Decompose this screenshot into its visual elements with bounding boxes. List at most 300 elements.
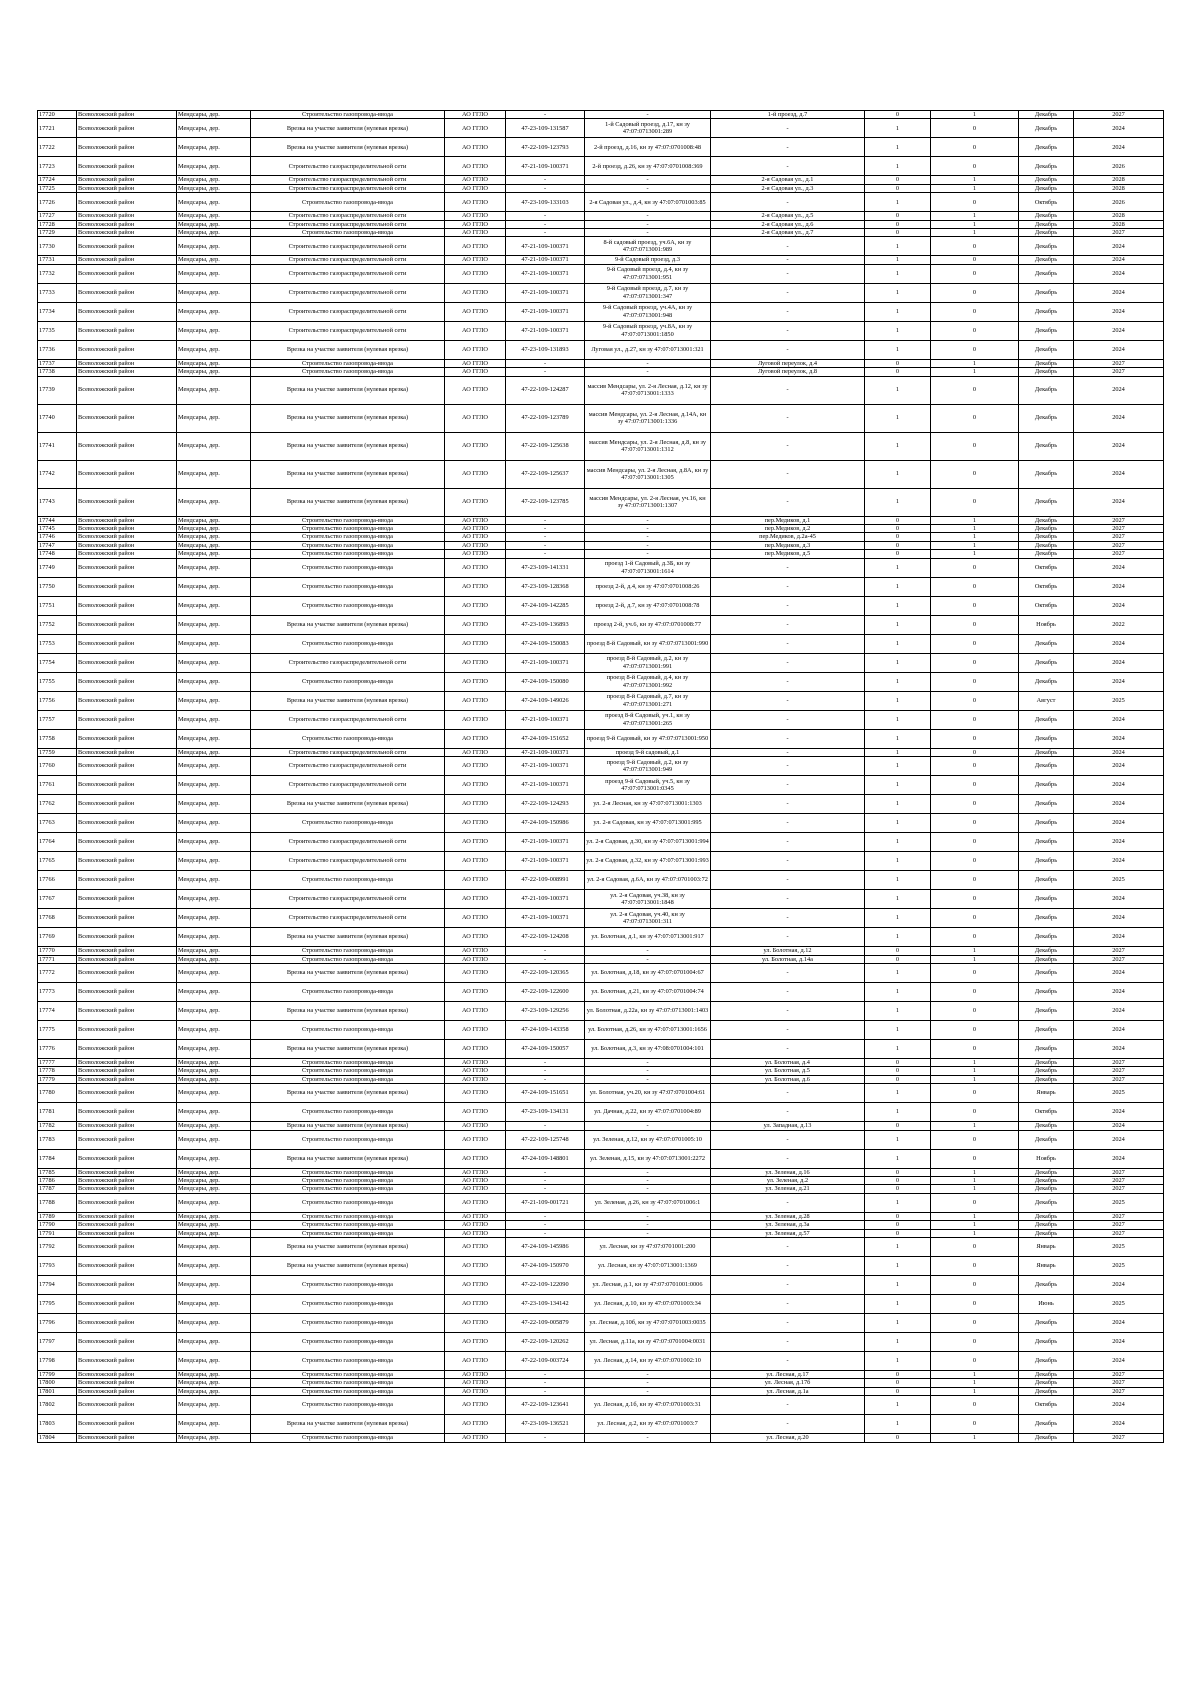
cell-settlement: Мендсары, дер.	[177, 928, 251, 947]
cell-organization: АО ГГЛО	[445, 795, 506, 814]
cell-month: Декабрь	[1019, 176, 1074, 184]
cell-month: Декабрь	[1019, 1387, 1074, 1395]
cell-district: Всеволожский район	[77, 1379, 177, 1387]
table-row	[38, 176, 1164, 184]
cell-month: Декабрь	[1019, 1130, 1074, 1149]
cell-organization: АО ГГЛО	[445, 1332, 506, 1351]
cell-organization: АО ГГЛО	[445, 748, 506, 756]
table-row	[38, 1149, 1164, 1168]
table-row	[38, 1387, 1164, 1395]
cell-year: 2024	[1074, 256, 1164, 264]
cell-count-a: 1	[865, 340, 931, 359]
cell-district: Всеволожский район	[77, 1001, 177, 1020]
table-row	[38, 1256, 1164, 1275]
cell-organization: АО ГГЛО	[445, 757, 506, 776]
table-row	[38, 757, 1164, 776]
cell-district: Всеволожский район	[77, 757, 177, 776]
cell-district: Всеволожский район	[77, 119, 177, 138]
cell-count-a: 0	[865, 1370, 931, 1378]
cell-count-b: 0	[931, 1084, 1019, 1103]
cell-settlement: Мендсары, дер.	[177, 729, 251, 748]
cell-year: 2024	[1074, 814, 1164, 833]
cell-work-type: Врезка на участке заявителя (нулевая врезка)	[251, 460, 445, 488]
cell-distribution-address: -	[711, 1415, 865, 1434]
cell-district: Всеволожский район	[77, 890, 177, 909]
cell-distribution-address: -	[711, 852, 865, 871]
cell-application-number: 47-23-109-128368	[506, 577, 585, 596]
cell-count-b: 0	[931, 928, 1019, 947]
cell-work-type: Строительство газопровода-ввода	[251, 982, 445, 1001]
cell-year: 2024	[1074, 928, 1164, 947]
cell-application-number: 47-21-109-100371	[506, 710, 585, 729]
cell-count-b: 1	[931, 176, 1019, 184]
cell-district: Всеволожский район	[77, 1176, 177, 1184]
cell-year: 2024	[1074, 1001, 1164, 1020]
cell-settlement: Мендсары, дер.	[177, 1130, 251, 1149]
cell-row-number: 17728	[38, 220, 77, 228]
cell-work-type: Строительство газопровода-ввода	[251, 1212, 445, 1220]
cell-applicant-address: -	[585, 1058, 711, 1066]
cell-settlement: Мендсары, дер.	[177, 748, 251, 756]
cell-count-b: 1	[931, 111, 1019, 119]
cell-distribution-address: -	[711, 193, 865, 212]
table-row	[38, 1351, 1164, 1370]
cell-applicant-address: -	[585, 1387, 711, 1395]
cell-organization: АО ГГЛО	[445, 833, 506, 852]
cell-district: Всеволожский район	[77, 404, 177, 432]
cell-count-b: 0	[931, 672, 1019, 691]
cell-work-type: Строительство газораспределительной сети	[251, 890, 445, 909]
cell-applicant-address: ул. Зеленая, д.15, кн зу 47:07:0713001:2272	[585, 1149, 711, 1168]
cell-distribution-address: -	[711, 928, 865, 947]
cell-month: Декабрь	[1019, 795, 1074, 814]
cell-settlement: Мендсары, дер.	[177, 1370, 251, 1378]
cell-distribution-address: пер.Медиков, д.3	[711, 541, 865, 549]
cell-settlement: Мендсары, дер.	[177, 1294, 251, 1313]
cell-count-a: 1	[865, 634, 931, 653]
cell-work-type: Врезка на участке заявителя (нулевая врезка)	[251, 1149, 445, 1168]
cell-district: Всеволожский район	[77, 795, 177, 814]
cell-settlement: Мендсары, дер.	[177, 1168, 251, 1176]
cell-organization: АО ГГЛО	[445, 157, 506, 176]
cell-work-type: Строительство газораспределительной сети	[251, 184, 445, 192]
cell-applicant-address: 8-й садовый проезд, уч.6А, кн зу 47:07:0713001:989	[585, 237, 711, 256]
cell-organization: АО ГГЛО	[445, 229, 506, 237]
cell-settlement: Мендсары, дер.	[177, 264, 251, 283]
cell-distribution-address: -	[711, 691, 865, 710]
cell-month: Декабрь	[1019, 1122, 1074, 1130]
cell-applicant-address: -	[585, 212, 711, 220]
cell-distribution-address: 2-я Садовая ул., д.7	[711, 229, 865, 237]
cell-work-type: Строительство газопровода-ввода	[251, 533, 445, 541]
cell-district: Всеволожский район	[77, 672, 177, 691]
cell-application-number: -	[506, 359, 585, 367]
cell-count-b: 0	[931, 1149, 1019, 1168]
cell-month: Декабрь	[1019, 963, 1074, 982]
cell-settlement: Мендсары, дер.	[177, 1237, 251, 1256]
cell-application-number: 47-21-109-100371	[506, 283, 585, 302]
cell-distribution-address: -	[711, 264, 865, 283]
cell-settlement: Мендсары, дер.	[177, 833, 251, 852]
cell-work-type: Врезка на участке заявителя (нулевая врезка)	[251, 1415, 445, 1434]
cell-district: Всеволожский район	[77, 1084, 177, 1103]
cell-count-a: 0	[865, 1058, 931, 1066]
cell-row-number: 17796	[38, 1313, 77, 1332]
cell-year: 2027	[1074, 1379, 1164, 1387]
cell-distribution-address: -	[711, 710, 865, 729]
cell-month: Декабрь	[1019, 1370, 1074, 1378]
cell-year: 2024	[1074, 283, 1164, 302]
cell-distribution-address: 2-я Садовая ул., д.6	[711, 220, 865, 228]
cell-count-a: 1	[865, 691, 931, 710]
cell-count-b: 0	[931, 558, 1019, 577]
cell-organization: АО ГГЛО	[445, 1379, 506, 1387]
table-row	[38, 229, 1164, 237]
cell-applicant-address: проезд 1-й Садовый, д.3Б, кн зу 47:07:0713001:1614	[585, 558, 711, 577]
cell-application-number: 47-23-109-136893	[506, 615, 585, 634]
cell-count-a: 0	[865, 1212, 931, 1220]
cell-organization: АО ГГЛО	[445, 1370, 506, 1378]
cell-month: Декабрь	[1019, 748, 1074, 756]
table-row	[38, 157, 1164, 176]
cell-distribution-address: ул. Болотная, д.14а	[711, 955, 865, 963]
cell-row-number: 17747	[38, 541, 77, 549]
cell-application-number: 47-21-109-100371	[506, 776, 585, 795]
cell-organization: АО ГГЛО	[445, 1067, 506, 1075]
cell-applicant-address: ул. 2-я Лесная, кн зу 47:07:0713001:1303	[585, 795, 711, 814]
cell-count-a: 1	[865, 138, 931, 157]
cell-application-number: -	[506, 1387, 585, 1395]
cell-application-number: 47-24-109-150057	[506, 1039, 585, 1058]
cell-row-number: 17762	[38, 795, 77, 814]
cell-month: Декабрь	[1019, 1434, 1074, 1442]
cell-row-number: 17754	[38, 653, 77, 672]
table-row	[38, 525, 1164, 533]
cell-settlement: Мендсары, дер.	[177, 1067, 251, 1075]
cell-count-b: 0	[931, 283, 1019, 302]
cell-distribution-address: -	[711, 302, 865, 321]
cell-applicant-address: -	[585, 176, 711, 184]
cell-distribution-address: ул. Зеленая, д.57	[711, 1229, 865, 1237]
cell-organization: АО ГГЛО	[445, 909, 506, 928]
table-row	[38, 264, 1164, 283]
cell-month: Декабрь	[1019, 256, 1074, 264]
cell-organization: АО ГГЛО	[445, 176, 506, 184]
cell-work-type: Строительство газораспределительной сети	[251, 321, 445, 340]
cell-distribution-address: -	[711, 982, 865, 1001]
cell-work-type: Строительство газопровода-ввода	[251, 193, 445, 212]
table-row	[38, 404, 1164, 432]
cell-settlement: Мендсары, дер.	[177, 138, 251, 157]
cell-year: 2028	[1074, 220, 1164, 228]
cell-district: Всеволожский район	[77, 748, 177, 756]
cell-application-number: 47-23-109-141331	[506, 558, 585, 577]
cell-count-a: 1	[865, 1001, 931, 1020]
cell-year: 2024	[1074, 909, 1164, 928]
cell-count-a: 1	[865, 672, 931, 691]
cell-application-number: 47-23-109-133103	[506, 193, 585, 212]
cell-row-number: 17764	[38, 833, 77, 852]
cell-count-b: 0	[931, 776, 1019, 795]
cell-row-number: 17788	[38, 1193, 77, 1212]
table-row	[38, 833, 1164, 852]
cell-row-number: 17751	[38, 596, 77, 615]
cell-month: Декабрь	[1019, 321, 1074, 340]
cell-application-number: 47-21-109-100371	[506, 321, 585, 340]
cell-count-a: 0	[865, 220, 931, 228]
cell-row-number: 17732	[38, 264, 77, 283]
cell-work-type: Врезка на участке заявителя (нулевая врезка)	[251, 432, 445, 460]
cell-count-a: 0	[865, 1434, 931, 1442]
cell-applicant-address: массив Мендсары, ул. 2-я Лесная, д.12, кн зу 47:07:0713001:1333	[585, 376, 711, 404]
cell-application-number: 47-21-109-100371	[506, 890, 585, 909]
cell-row-number: 17756	[38, 691, 77, 710]
cell-organization: АО ГГЛО	[445, 119, 506, 138]
cell-applicant-address: -	[585, 533, 711, 541]
cell-distribution-address: ул. Зеленая, д.16	[711, 1168, 865, 1176]
table-row	[38, 321, 1164, 340]
cell-year: 2027	[1074, 955, 1164, 963]
cell-settlement: Мендсары, дер.	[177, 1275, 251, 1294]
cell-distribution-address: пер.Медиков, д.2	[711, 525, 865, 533]
cell-count-a: 0	[865, 533, 931, 541]
cell-district: Всеволожский район	[77, 237, 177, 256]
cell-application-number: 47-21-109-100371	[506, 237, 585, 256]
cell-work-type: Строительство газопровода-ввода	[251, 1130, 445, 1149]
cell-settlement: Мендсары, дер.	[177, 672, 251, 691]
cell-organization: АО ГГЛО	[445, 1351, 506, 1370]
cell-count-a: 1	[865, 558, 931, 577]
cell-application-number: -	[506, 1379, 585, 1387]
cell-count-b: 0	[931, 909, 1019, 928]
cell-count-a: 1	[865, 776, 931, 795]
cell-applicant-address: -	[585, 359, 711, 367]
cell-month: Декабрь	[1019, 1229, 1074, 1237]
cell-settlement: Мендсары, дер.	[177, 558, 251, 577]
cell-application-number: -	[506, 1212, 585, 1220]
cell-distribution-address: -	[711, 460, 865, 488]
cell-distribution-address: -	[711, 748, 865, 756]
table-row	[38, 748, 1164, 756]
cell-count-a: 1	[865, 1130, 931, 1149]
cell-settlement: Мендсары, дер.	[177, 321, 251, 340]
cell-application-number: 47-23-109-131893	[506, 340, 585, 359]
cell-application-number: 47-24-109-148801	[506, 1149, 585, 1168]
cell-year: 2024	[1074, 1351, 1164, 1370]
cell-year: 2024	[1074, 264, 1164, 283]
cell-count-b: 1	[931, 220, 1019, 228]
cell-organization: АО ГГЛО	[445, 460, 506, 488]
cell-organization: АО ГГЛО	[445, 1168, 506, 1176]
cell-month: Декабрь	[1019, 1067, 1074, 1075]
cell-year: 2027	[1074, 1067, 1164, 1075]
cell-district: Всеволожский район	[77, 1122, 177, 1130]
cell-work-type: Строительство газораспределительной сети	[251, 833, 445, 852]
cell-year: 2025	[1074, 1294, 1164, 1313]
cell-application-number: 47-24-109-151651	[506, 1084, 585, 1103]
cell-count-b: 0	[931, 1001, 1019, 1020]
cell-district: Всеволожский район	[77, 533, 177, 541]
cell-organization: АО ГГЛО	[445, 963, 506, 982]
cell-district: Всеволожский район	[77, 691, 177, 710]
cell-district: Всеволожский район	[77, 1332, 177, 1351]
cell-row-number: 17725	[38, 184, 77, 192]
cell-settlement: Мендсары, дер.	[177, 533, 251, 541]
cell-settlement: Мендсары, дер.	[177, 1221, 251, 1229]
cell-count-b: 0	[931, 1039, 1019, 1058]
cell-settlement: Мендсары, дер.	[177, 691, 251, 710]
cell-work-type: Строительство газопровода-ввода	[251, 550, 445, 558]
cell-row-number: 17774	[38, 1001, 77, 1020]
cell-year: 2025	[1074, 1256, 1164, 1275]
cell-count-a: 1	[865, 488, 931, 516]
cell-count-a: 1	[865, 1020, 931, 1039]
cell-district: Всеволожский район	[77, 111, 177, 119]
cell-organization: АО ГГЛО	[445, 871, 506, 890]
cell-district: Всеволожский район	[77, 729, 177, 748]
cell-settlement: Мендсары, дер.	[177, 710, 251, 729]
cell-distribution-address: -	[711, 1396, 865, 1415]
cell-row-number: 17744	[38, 516, 77, 524]
cell-count-b: 0	[931, 634, 1019, 653]
cell-year: 2027	[1074, 1434, 1164, 1442]
cell-applicant-address: ул. Лесная, д.10, кн зу 47:07:0701003:34	[585, 1294, 711, 1313]
cell-count-a: 1	[865, 1313, 931, 1332]
cell-count-b: 0	[931, 982, 1019, 1001]
cell-work-type: Строительство газопровода-ввода	[251, 368, 445, 376]
cell-count-b: 0	[931, 237, 1019, 256]
cell-month: Декабрь	[1019, 710, 1074, 729]
cell-work-type: Врезка на участке заявителя (нулевая врезка)	[251, 795, 445, 814]
cell-row-number: 17749	[38, 558, 77, 577]
cell-count-b: 0	[931, 1130, 1019, 1149]
cell-organization: АО ГГЛО	[445, 1387, 506, 1395]
cell-organization: АО ГГЛО	[445, 955, 506, 963]
cell-count-a: 1	[865, 1039, 931, 1058]
cell-applicant-address: массив Мендсары, ул. 2-я Лесная, д.8, кн зу 47:07:0713001:1312	[585, 432, 711, 460]
cell-row-number: 17783	[38, 1130, 77, 1149]
cell-settlement: Мендсары, дер.	[177, 460, 251, 488]
cell-application-number: 47-22-109-125638	[506, 432, 585, 460]
cell-settlement: Мендсары, дер.	[177, 1020, 251, 1039]
cell-distribution-address: 2-я Садовая ул., д.5	[711, 212, 865, 220]
cell-month: Декабрь	[1019, 955, 1074, 963]
cell-application-number: 47-21-109-100371	[506, 757, 585, 776]
cell-row-number: 17771	[38, 955, 77, 963]
cell-organization: АО ГГЛО	[445, 516, 506, 524]
cell-distribution-address: -	[711, 909, 865, 928]
cell-count-a: 0	[865, 1122, 931, 1130]
cell-count-b: 1	[931, 947, 1019, 955]
cell-month: Декабрь	[1019, 1351, 1074, 1370]
cell-applicant-address: проезд 9-й Садовый, д.2, кн зу 47:07:0713001:949	[585, 757, 711, 776]
cell-work-type: Строительство газораспределительной сети	[251, 212, 445, 220]
cell-year: 2027	[1074, 1229, 1164, 1237]
cell-organization: АО ГГЛО	[445, 691, 506, 710]
cell-count-a: 0	[865, 1168, 931, 1176]
cell-application-number: 47-21-109-100371	[506, 264, 585, 283]
cell-count-a: 1	[865, 871, 931, 890]
cell-count-a: 1	[865, 852, 931, 871]
cell-count-b: 1	[931, 1370, 1019, 1378]
cell-applicant-address: -	[585, 1185, 711, 1193]
cell-settlement: Мендсары, дер.	[177, 541, 251, 549]
cell-month: Декабрь	[1019, 359, 1074, 367]
cell-organization: АО ГГЛО	[445, 577, 506, 596]
cell-count-b: 1	[931, 1067, 1019, 1075]
cell-district: Всеволожский район	[77, 220, 177, 228]
cell-district: Всеволожский район	[77, 1237, 177, 1256]
cell-district: Всеволожский район	[77, 558, 177, 577]
cell-distribution-address: ул. Болотная, д.12	[711, 947, 865, 955]
cell-work-type: Строительство газопровода-ввода	[251, 947, 445, 955]
cell-month: Январь	[1019, 1256, 1074, 1275]
cell-row-number: 17784	[38, 1149, 77, 1168]
cell-applicant-address: ул. Болотная, д.3, кн зу 47:08:0701004:101	[585, 1039, 711, 1058]
cell-distribution-address: ул. Зеленая, д.28	[711, 1212, 865, 1220]
cell-row-number: 17759	[38, 748, 77, 756]
cell-count-a: 1	[865, 1396, 931, 1415]
table-row	[38, 237, 1164, 256]
cell-application-number: 47-22-109-124287	[506, 376, 585, 404]
cell-district: Всеволожский район	[77, 1351, 177, 1370]
cell-count-b: 0	[931, 1237, 1019, 1256]
cell-work-type: Строительство газопровода-ввода	[251, 1387, 445, 1395]
cell-row-number: 17777	[38, 1058, 77, 1066]
cell-count-b: 1	[931, 1221, 1019, 1229]
cell-organization: АО ГГЛО	[445, 1229, 506, 1237]
table-row	[38, 1415, 1164, 1434]
cell-organization: АО ГГЛО	[445, 615, 506, 634]
cell-work-type: Врезка на участке заявителя (нулевая врезка)	[251, 1001, 445, 1020]
cell-row-number: 17741	[38, 432, 77, 460]
cell-organization: АО ГГЛО	[445, 558, 506, 577]
table-row	[38, 1434, 1164, 1442]
cell-applicant-address: -	[585, 1229, 711, 1237]
cell-count-a: 1	[865, 376, 931, 404]
cell-distribution-address: -	[711, 488, 865, 516]
cell-application-number: 47-23-109-134142	[506, 1294, 585, 1313]
cell-settlement: Мендсары, дер.	[177, 1396, 251, 1415]
cell-distribution-address: -	[711, 814, 865, 833]
cell-organization: АО ГГЛО	[445, 264, 506, 283]
cell-application-number: 47-22-109-120262	[506, 1332, 585, 1351]
cell-district: Всеволожский район	[77, 1075, 177, 1083]
cell-applicant-address: -	[585, 1221, 711, 1229]
cell-organization: АО ГГЛО	[445, 302, 506, 321]
cell-count-a: 1	[865, 577, 931, 596]
table-row	[38, 729, 1164, 748]
cell-distribution-address: -	[711, 432, 865, 460]
cell-district: Всеволожский район	[77, 928, 177, 947]
cell-applicant-address: 2-й проезд, д.16, кн зу 47:07:0701008:48	[585, 138, 711, 157]
cell-settlement: Мендсары, дер.	[177, 1001, 251, 1020]
cell-year: 2024	[1074, 890, 1164, 909]
cell-settlement: Мендсары, дер.	[177, 982, 251, 1001]
cell-work-type: Врезка на участке заявителя (нулевая врезка)	[251, 376, 445, 404]
cell-count-b: 1	[931, 212, 1019, 220]
cell-row-number: 17798	[38, 1351, 77, 1370]
cell-organization: АО ГГЛО	[445, 1275, 506, 1294]
cell-application-number: 47-22-109-003724	[506, 1351, 585, 1370]
cell-month: Январь	[1019, 1084, 1074, 1103]
cell-settlement: Мендсары, дер.	[177, 1379, 251, 1387]
cell-organization: АО ГГЛО	[445, 814, 506, 833]
cell-organization: АО ГГЛО	[445, 1237, 506, 1256]
cell-settlement: Мендсары, дер.	[177, 634, 251, 653]
cell-organization: АО ГГЛО	[445, 928, 506, 947]
cell-row-number: 17767	[38, 890, 77, 909]
